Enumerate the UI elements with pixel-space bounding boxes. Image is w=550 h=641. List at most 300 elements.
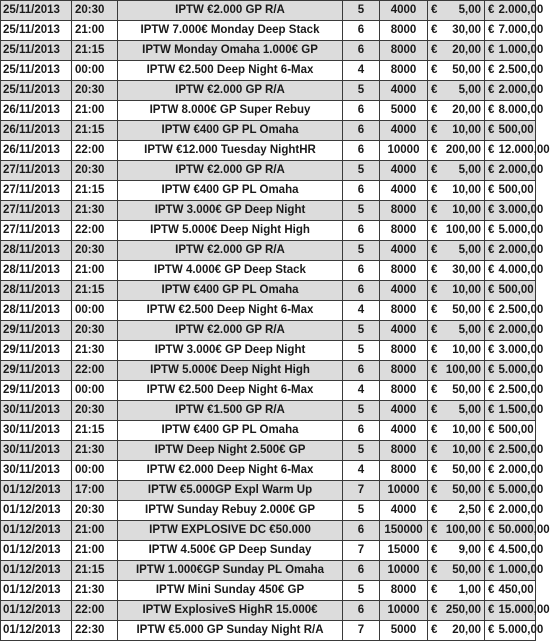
guarantee-currency-cell: € [485,301,497,321]
table-row [1,381,536,401]
guarantee-currency-cell: € [485,361,497,381]
buyin-cell: 5,00 [442,161,485,181]
starting-chips-cell: 4000 [380,501,428,521]
starting-chips-cell: 15000 [380,541,428,561]
buyin-currency-cell: € [428,301,442,321]
starting-chips-cell: 8000 [380,21,428,41]
tournament-name-cell: IPTW €400 GP PL Omaha [118,121,343,141]
tournament-name-cell: IPTW 5.000€ Deep Night High [118,361,343,381]
starting-chips-cell: 4000 [380,81,428,101]
buyin-cell: 10,00 [442,201,485,221]
level-cell: 5 [343,321,380,341]
time-cell: 21:30 [72,581,118,601]
guarantee-currency-cell: € [485,421,497,441]
guarantee-cell: 500,00 [497,281,536,301]
date-cell: 27/11/2013 [1,221,72,241]
tournament-name-cell: IPTW €5.000GP Expl Warm Up [118,481,343,501]
time-cell: 21:00 [72,521,118,541]
level-cell: 7 [343,541,380,561]
guarantee-cell: 2.500,00 [497,61,536,81]
tournament-name-cell: IPTW Sunday Rebuy 2.000€ GP [118,501,343,521]
buyin-currency-cell: € [428,101,442,121]
date-cell: 26/11/2013 [1,101,72,121]
level-cell: 4 [343,381,380,401]
level-cell: 6 [343,141,380,161]
time-cell: 22:00 [72,361,118,381]
table-row [1,561,536,581]
tournament-name-cell: IPTW 3.000€ GP Deep Night [118,201,343,221]
starting-chips-cell: 4000 [380,121,428,141]
guarantee-currency-cell: € [485,341,497,361]
buyin-currency-cell: € [428,421,442,441]
level-cell: 7 [343,481,380,501]
guarantee-currency-cell: € [485,381,497,401]
level-cell: 6 [343,261,380,281]
tournament-name-cell: IPTW EXPLOSIVE DC €50.000 [118,521,343,541]
guarantee-cell: 5.000,00 [497,481,536,501]
date-cell: 26/11/2013 [1,141,72,161]
time-cell: 21:15 [72,561,118,581]
tournament-name-cell: IPTW €5.000 GP Sunday Night R/A [118,621,343,641]
table-row [1,501,536,521]
time-cell: 21:15 [72,281,118,301]
starting-chips-cell: 10000 [380,481,428,501]
starting-chips-cell: 5000 [380,621,428,641]
starting-chips-cell: 10000 [380,141,428,161]
tournament-name-cell: IPTW €400 GP PL Omaha [118,281,343,301]
starting-chips-cell: 4000 [380,321,428,341]
time-cell: 00:00 [72,381,118,401]
buyin-cell: 100,00 [442,221,485,241]
table-row [1,181,536,201]
tournament-name-cell: IPTW 3.000€ GP Deep Night [118,341,343,361]
time-cell: 20:30 [72,161,118,181]
buyin-cell: 50,00 [442,61,485,81]
time-cell: 21:30 [72,201,118,221]
table-row [1,161,536,181]
guarantee-currency-cell: € [485,561,497,581]
tournament-name-cell: IPTW €2.000 GP R/A [118,81,343,101]
tournament-name-cell: IPTW €400 GP PL Omaha [118,181,343,201]
buyin-currency-cell: € [428,281,442,301]
starting-chips-cell: 150000 [380,521,428,541]
table-row [1,341,536,361]
starting-chips-cell: 8000 [380,41,428,61]
time-cell: 21:00 [72,21,118,41]
level-cell: 6 [343,281,380,301]
time-cell: 17:00 [72,481,118,501]
buyin-currency-cell: € [428,541,442,561]
guarantee-currency-cell: € [485,521,497,541]
table-row [1,281,536,301]
buyin-cell: 50,00 [442,481,485,501]
tournament-name-cell: IPTW €400 GP PL Omaha [118,421,343,441]
tournament-name-cell: IPTW €2.000 GP R/A [118,321,343,341]
starting-chips-cell: 8000 [380,441,428,461]
date-cell: 25/11/2013 [1,61,72,81]
tournament-name-cell: IPTW €2.000 GP R/A [118,241,343,261]
buyin-cell: 10,00 [442,421,485,441]
buyin-cell: 20,00 [442,621,485,641]
time-cell: 20:30 [72,1,118,21]
buyin-currency-cell: € [428,381,442,401]
time-cell: 00:00 [72,461,118,481]
level-cell: 4 [343,61,380,81]
date-cell: 30/11/2013 [1,461,72,481]
buyin-cell: 100,00 [442,361,485,381]
buyin-currency-cell: € [428,261,442,281]
table-row [1,541,536,561]
buyin-cell: 5,00 [442,1,485,21]
table-row [1,241,536,261]
tournament-name-cell: IPTW ExplosiveS HighR 15.000€ [118,601,343,621]
buyin-cell: 50,00 [442,301,485,321]
table-row [1,21,536,41]
time-cell: 21:15 [72,41,118,61]
starting-chips-cell: 4000 [380,421,428,441]
date-cell: 27/11/2013 [1,161,72,181]
guarantee-cell: 5.000,00 [497,621,536,641]
starting-chips-cell: 8000 [380,361,428,381]
table-row [1,481,536,501]
starting-chips-cell: 8000 [380,461,428,481]
guarantee-cell: 2.500,00 [497,381,536,401]
guarantee-cell: 3.000,00 [497,201,536,221]
schedule-body [1,1,550,641]
time-cell: 21:30 [72,441,118,461]
level-cell: 6 [343,181,380,201]
buyin-currency-cell: € [428,81,442,101]
guarantee-cell: 500,00 [497,421,536,441]
date-cell: 01/12/2013 [1,621,72,641]
buyin-currency-cell: € [428,141,442,161]
guarantee-cell: 450,00 [497,581,536,601]
starting-chips-cell: 8000 [380,201,428,221]
guarantee-cell: 2.000,00 [497,461,536,481]
date-cell: 01/12/2013 [1,481,72,501]
time-cell: 00:00 [72,301,118,321]
time-cell: 21:15 [72,421,118,441]
level-cell: 5 [343,441,380,461]
tournament-name-cell: IPTW €2.000 GP R/A [118,1,343,21]
guarantee-cell: 4.500,00 [497,541,536,561]
guarantee-currency-cell: € [485,441,497,461]
date-cell: 01/12/2013 [1,521,72,541]
time-cell: 20:30 [72,501,118,521]
starting-chips-cell: 8000 [380,221,428,241]
time-cell: 21:15 [72,181,118,201]
time-cell: 22:00 [72,141,118,161]
starting-chips-cell: 8000 [380,61,428,81]
buyin-cell: 50,00 [442,381,485,401]
buyin-currency-cell: € [428,241,442,261]
table-row [1,321,536,341]
table-row [1,621,536,641]
guarantee-currency-cell: € [485,501,497,521]
time-cell: 21:00 [72,101,118,121]
buyin-currency-cell: € [428,221,442,241]
date-cell: 28/11/2013 [1,281,72,301]
time-cell: 21:00 [72,261,118,281]
table-row [1,401,536,421]
buyin-cell: 10,00 [442,341,485,361]
date-cell: 25/11/2013 [1,81,72,101]
table-row [1,61,536,81]
guarantee-currency-cell: € [485,61,497,81]
level-cell: 4 [343,301,380,321]
date-cell: 29/11/2013 [1,321,72,341]
date-cell: 30/11/2013 [1,401,72,421]
date-cell: 29/11/2013 [1,361,72,381]
buyin-cell: 50,00 [442,561,485,581]
date-cell: 30/11/2013 [1,441,72,461]
guarantee-cell: 50.000,00 [497,521,536,541]
guarantee-currency-cell: € [485,321,497,341]
table-row [1,121,536,141]
level-cell: 5 [343,341,380,361]
table-row [1,261,536,281]
guarantee-currency-cell: € [485,181,497,201]
guarantee-cell: 2.000,00 [497,161,536,181]
guarantee-cell: 1.500,00 [497,401,536,421]
table-row [1,101,536,121]
table-row [1,1,536,21]
buyin-cell: 10,00 [442,441,485,461]
buyin-currency-cell: € [428,341,442,361]
starting-chips-cell: 10000 [380,561,428,581]
level-cell: 6 [343,561,380,581]
table-row [1,581,536,601]
guarantee-cell: 2.500,00 [497,441,536,461]
time-cell: 21:15 [72,121,118,141]
buyin-cell: 30,00 [442,21,485,41]
guarantee-cell: 500,00 [497,121,536,141]
guarantee-currency-cell: € [485,221,497,241]
starting-chips-cell: 8000 [380,581,428,601]
guarantee-currency-cell: € [485,281,497,301]
guarantee-cell: 2.000,00 [497,81,536,101]
guarantee-cell: 2.000,00 [497,241,536,261]
starting-chips-cell: 4000 [380,161,428,181]
date-cell: 25/11/2013 [1,21,72,41]
tournament-name-cell: IPTW €2.500 Deep Night 6-Max [118,61,343,81]
guarantee-currency-cell: € [485,601,497,621]
time-cell: 22:00 [72,601,118,621]
table-row [1,521,536,541]
guarantee-currency-cell: € [485,101,497,121]
guarantee-currency-cell: € [485,1,497,21]
buyin-currency-cell: € [428,401,442,421]
level-cell: 6 [343,121,380,141]
table-row [1,41,536,61]
guarantee-cell: 500,00 [497,181,536,201]
guarantee-cell: 2.000,00 [497,501,536,521]
level-cell: 6 [343,521,380,541]
guarantee-cell: 2.500,00 [497,301,536,321]
tournament-name-cell: IPTW €2.000 GP R/A [118,161,343,181]
date-cell: 27/11/2013 [1,201,72,221]
buyin-cell: 20,00 [442,41,485,61]
level-cell: 5 [343,581,380,601]
starting-chips-cell: 8000 [380,381,428,401]
tournament-name-cell: IPTW 4.500€ GP Deep Sunday [118,541,343,561]
tournament-name-cell: IPTW €2.500 Deep Night 6-Max [118,381,343,401]
guarantee-currency-cell: € [485,541,497,561]
level-cell: 5 [343,241,380,261]
buyin-currency-cell: € [428,181,442,201]
date-cell: 01/12/2013 [1,501,72,521]
tournament-name-cell: IPTW 7.000€ Monday Deep Stack [118,21,343,41]
guarantee-currency-cell: € [485,581,497,601]
time-cell: 20:30 [72,81,118,101]
starting-chips-cell: 5000 [380,101,428,121]
level-cell: 5 [343,161,380,181]
buyin-currency-cell: € [428,521,442,541]
level-cell: 6 [343,41,380,61]
guarantee-cell: 4.000,00 [497,261,536,281]
guarantee-cell: 7.000,00 [497,21,536,41]
buyin-currency-cell: € [428,201,442,221]
buyin-cell: 5,00 [442,81,485,101]
level-cell: 5 [343,201,380,221]
tournament-name-cell: IPTW €1.500 GP R/A [118,401,343,421]
table-row [1,201,536,221]
table-row [1,441,536,461]
buyin-cell: 2,50 [442,501,485,521]
buyin-currency-cell: € [428,461,442,481]
guarantee-cell: 3.000,00 [497,341,536,361]
date-cell: 25/11/2013 [1,41,72,61]
buyin-cell: 100,00 [442,521,485,541]
guarantee-cell: 8.000,00 [497,101,536,121]
buyin-cell: 50,00 [442,461,485,481]
tournament-name-cell: IPTW €2.000 Deep Night 6-Max [118,461,343,481]
buyin-cell: 9,00 [442,541,485,561]
guarantee-cell: 12.000,00 [497,141,536,161]
guarantee-currency-cell: € [485,121,497,141]
time-cell: 20:30 [72,321,118,341]
date-cell: 01/12/2013 [1,601,72,621]
buyin-currency-cell: € [428,481,442,501]
starting-chips-cell: 4000 [380,281,428,301]
level-cell: 6 [343,361,380,381]
date-cell: 01/12/2013 [1,561,72,581]
guarantee-currency-cell: € [485,161,497,181]
starting-chips-cell: 4000 [380,401,428,421]
starting-chips-cell: 4000 [380,1,428,21]
buyin-currency-cell: € [428,321,442,341]
guarantee-currency-cell: € [485,261,497,281]
table-row [1,221,536,241]
level-cell: 5 [343,1,380,21]
tournament-name-cell: IPTW Monday Omaha 1.000€ GP [118,41,343,61]
date-cell: 27/11/2013 [1,181,72,201]
date-cell: 29/11/2013 [1,341,72,361]
starting-chips-cell: 8000 [380,341,428,361]
time-cell: 20:30 [72,401,118,421]
date-cell: 29/11/2013 [1,381,72,401]
table-row [1,141,536,161]
table-row [1,461,536,481]
guarantee-currency-cell: € [485,81,497,101]
buyin-currency-cell: € [428,441,442,461]
buyin-cell: 30,00 [442,261,485,281]
tournament-name-cell: IPTW Deep Night 2.500€ GP [118,441,343,461]
guarantee-currency-cell: € [485,481,497,501]
guarantee-currency-cell: € [485,401,497,421]
buyin-cell: 20,00 [442,101,485,121]
buyin-cell: 200,00 [442,141,485,161]
time-cell: 21:30 [72,341,118,361]
table-row [1,421,536,441]
date-cell: 01/12/2013 [1,581,72,601]
date-cell: 30/11/2013 [1,421,72,441]
buyin-currency-cell: € [428,1,442,21]
guarantee-cell: 5.000,00 [497,361,536,381]
time-cell: 20:30 [72,241,118,261]
buyin-cell: 10,00 [442,121,485,141]
tournament-name-cell: IPTW €2.500 Deep Night 6-Max [118,301,343,321]
table-row [1,81,536,101]
guarantee-currency-cell: € [485,41,497,61]
guarantee-cell: 1.000,00 [497,41,536,61]
time-cell: 22:30 [72,621,118,641]
level-cell: 7 [343,621,380,641]
guarantee-currency-cell: € [485,201,497,221]
table-row [1,301,536,321]
tournament-name-cell: IPTW 4.000€ GP Deep Stack [118,261,343,281]
buyin-cell: 10,00 [442,281,485,301]
tournament-name-cell: IPTW Mini Sunday 450€ GP [118,581,343,601]
buyin-currency-cell: € [428,581,442,601]
buyin-currency-cell: € [428,621,442,641]
date-cell: 28/11/2013 [1,241,72,261]
buyin-currency-cell: € [428,501,442,521]
guarantee-cell: 2.000,00 [497,1,536,21]
tournament-name-cell: IPTW 8.000€ GP Super Rebuy [118,101,343,121]
date-cell: 28/11/2013 [1,261,72,281]
tournament-name-cell: IPTW 1.000€GP Sunday PL Omaha [118,561,343,581]
level-cell: 6 [343,101,380,121]
level-cell: 6 [343,221,380,241]
guarantee-currency-cell: € [485,241,497,261]
level-cell: 5 [343,81,380,101]
guarantee-cell: 2.000,00 [497,321,536,341]
guarantee-currency-cell: € [485,621,497,641]
starting-chips-cell: 8000 [380,301,428,321]
buyin-currency-cell: € [428,41,442,61]
buyin-cell: 5,00 [442,321,485,341]
guarantee-currency-cell: € [485,141,497,161]
starting-chips-cell: 4000 [380,241,428,261]
level-cell: 6 [343,421,380,441]
starting-chips-cell: 8000 [380,261,428,281]
level-cell: 4 [343,461,380,481]
table-row [1,361,536,381]
time-cell: 00:00 [72,61,118,81]
level-cell: 6 [343,21,380,41]
level-cell: 6 [343,601,380,621]
buyin-currency-cell: € [428,161,442,181]
guarantee-cell: 5.000,00 [497,221,536,241]
level-cell: 5 [343,401,380,421]
time-cell: 21:00 [72,541,118,561]
tournament-name-cell: IPTW 5.000€ Deep Night High [118,221,343,241]
starting-chips-cell: 4000 [380,181,428,201]
buyin-cell: 5,00 [442,241,485,261]
date-cell: 28/11/2013 [1,301,72,321]
date-cell: 26/11/2013 [1,121,72,141]
